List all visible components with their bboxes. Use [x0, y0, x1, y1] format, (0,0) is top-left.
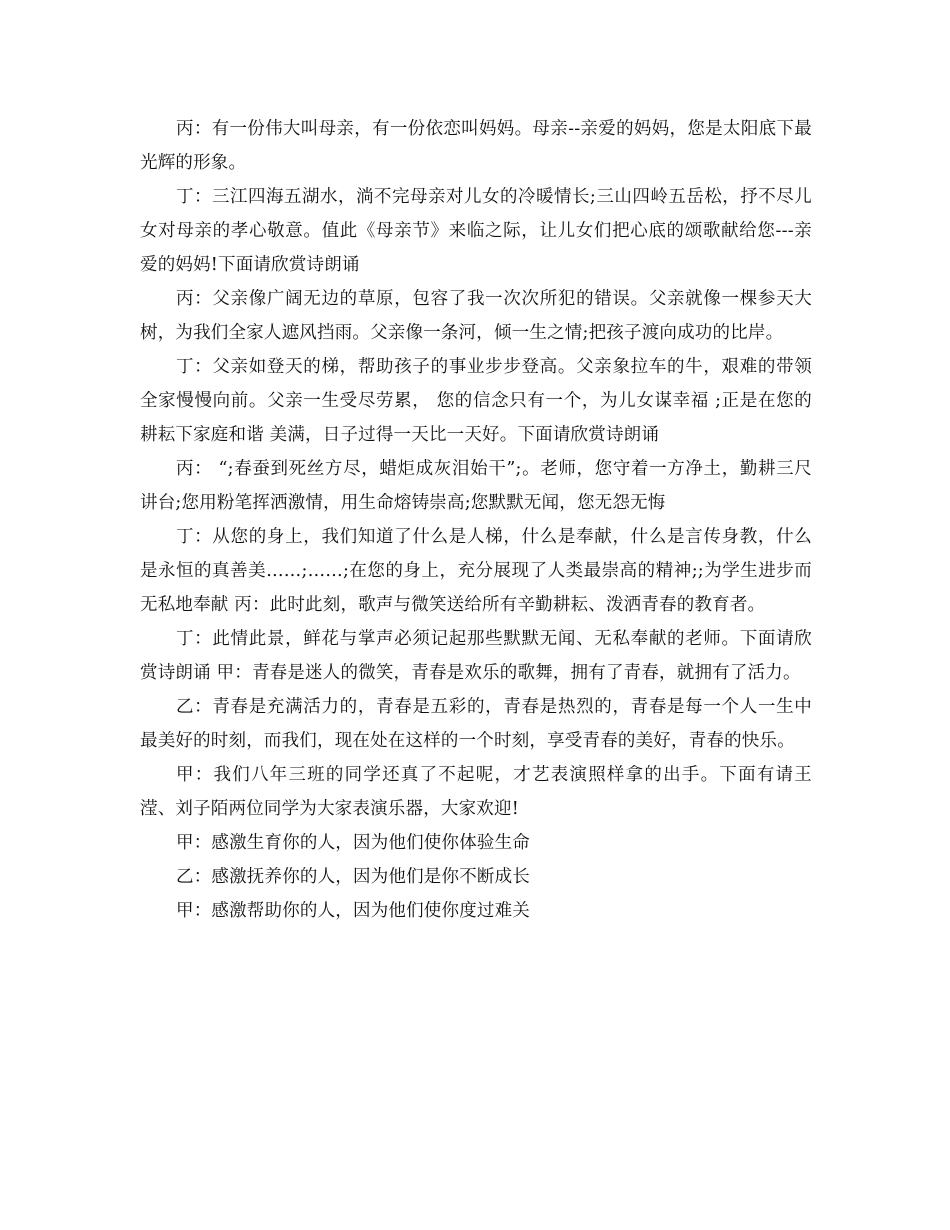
paragraph-9: 甲：我们八年三班的同学还真了不起呢，才艺表演照样拿的出手。下面有请王滢、刘子陌两位同学为大家表演乐器，大家欢迎! — [140, 765, 812, 819]
paragraph-6: 丁：从您的身上，我们知道了什么是人梯，什么是奉献，什么是言传身教，什么是永恒的真善美……;……;在您的身上，充分展现了人类最崇高的精神;;为学生进步而无私地奉献 丙：此时此刻，歌声与微笑送给所有辛勤耕耘、泼洒青春的教育者。 — [140, 527, 812, 615]
paragraph-1: 丙：有一份伟大叫母亲，有一份依恋叫妈妈。母亲--亲爱的妈妈，您是太阳底下最光辉的形象。 — [140, 119, 812, 173]
paragraph-12: 甲：感激帮助你的人，因为他们使你度过难关 — [176, 901, 530, 921]
paragraph-10: 甲：感激生育你的人，因为他们使你体验生命 — [176, 833, 530, 853]
paragraph-4: 丁：父亲如登天的梯，帮助孩子的事业步步登高。父亲象拉车的牛，艰难的带领全家慢慢向前。父亲一生受尽劳累， 您的信念只有一个，为儿女谋幸福 ;正是在您的耕耘下家庭和谐 美满，日子过得一天比一天好。下面请欣赏诗朗诵 — [140, 357, 812, 445]
paragraph-3: 丙：父亲像广阔无边的草原，包容了我一次次所犯的错误。父亲就像一棵参天大树，为我们全家人遮风挡雨。父亲像一条河，倾一生之情;把孩子渡向成功的比岸。 — [140, 289, 812, 343]
paragraph-11: 乙：感激抚养你的人，因为他们是你不断成长 — [176, 867, 530, 887]
paragraph-2: 丁：三江四海五湖水，淌不完母亲对儿女的冷暖情长;三山四岭五岳松，抒不尽儿女对母亲的孝心敬意。值此《母亲节》来临之际，让儿女们把心底的颂歌献给您---亲爱的妈妈!下面请欣赏诗朗诵 — [140, 187, 812, 275]
paragraph-7: 丁：此情此景，鲜花与掌声必须记起那些默默无闻、无私奉献的老师。下面请欣赏诗朗诵 甲：青春是迷人的微笑，青春是欢乐的歌舞，拥有了青春，就拥有了活力。 — [140, 629, 812, 683]
paragraph-5: 丙： “;春蚕到死丝方尽，蜡炬成灰泪始干”;。老师，您守着一方净土，勤耕三尺讲台;您用粉笔挥洒激情，用生命熔铸崇高;您默默无闻，您无怨无悔 — [140, 459, 812, 513]
document-body — [140, 112, 812, 928]
paragraph-8: 乙：青春是充满活力的，青春是五彩的，青春是热烈的，青春是每一个人一生中最美好的时刻，而我们，现在处在这样的一个时刻，享受青春的美好，青春的快乐。 — [140, 697, 812, 751]
